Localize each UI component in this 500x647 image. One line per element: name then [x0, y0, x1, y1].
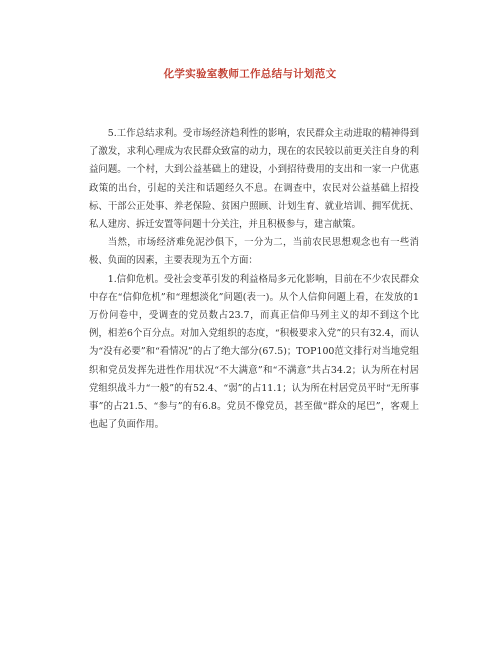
document-body	[89, 125, 419, 434]
paragraph-belief-crisis: 1.信仰危机。受社会变革引发的利益格局多元化影响，目前在不少农民群众中存在“信仰危机”和“理想淡化”问题(表一)。从个人信仰问题上看，在发放的1万份问卷中，受调查的党员数占23.7，而真正信仰马列主义的却不到这个比例，相差6个百分点。对加入党组织的态度，“积极要求入党”的只有32.4，而认为“没有必要”和“看情况”的占了绝大部分(67.5)；TOP100范文排行对当地党组织和党员发挥先进性作用状况“不大满意”和“不满意”共占34.2；认为所在村居党组织战斗力“一般”的有52.4、“弱”的占11.1；认为所在村居党员平时“无所事事”的占21.5、“参与”的有6.8。党员不像党员，甚至做“群众的尾巴”，客观上也起了负面作用。	[89, 273, 419, 431]
paragraph-profit-seeking: 5.工作总结求利。受市场经济趋利性的影响，农民群众主动进取的精神得到了激发，求利心理成为农民群众致富的动力，现在的农民较以前更关注自身的利益问题。一个村，大到公益基础上的建设，小到招待费用的支出和一家一户优惠政策的出台，引起的关注和话题经久不息。在调查中，农民对公益基础上招投标、干部公正处事、养老保险、贫困户照顾、计划生育、就业培训、拥军优抚、私人建房、拆迁安置等问题十分关注，并且积极参与，建言献策。	[89, 128, 419, 231]
paragraph-negative-factors: 当然，市场经济难免泥沙俱下，一分为二，当前农民思想观念也有一些消极、负面的因素，主要表现为五个方面：	[89, 237, 419, 267]
document-title: 化学实验室教师工作总结与计划范文	[163, 68, 337, 80]
